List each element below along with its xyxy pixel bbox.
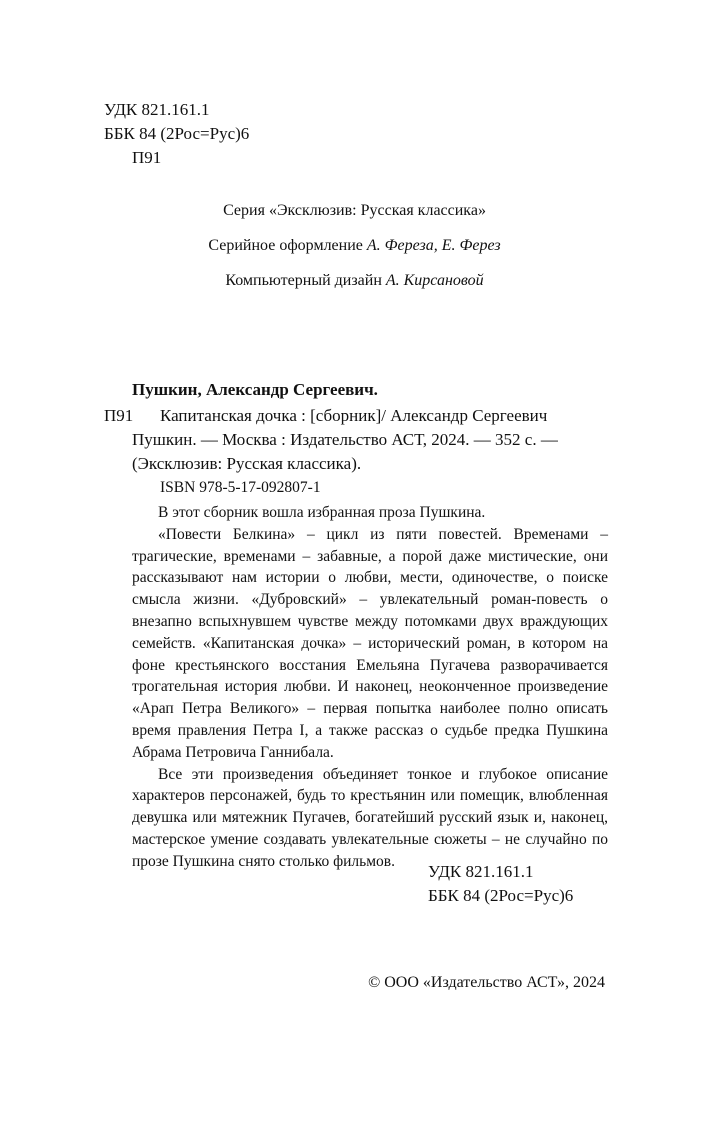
bbk-code-top: ББК 84 (2Рос=Рус)6: [104, 124, 250, 143]
author-mark-top: П91: [132, 148, 162, 167]
catalog-line-1: Капитанская дочка : [сборник]/ Александр Сергеевич: [160, 406, 548, 425]
computer-design-label: Компьютерный дизайн: [225, 272, 382, 289]
annotation-paragraph-2: «Повести Белкина» – цикл из пяти повестей. Временами – трагические, временами – забавные, а порой даже мистические, они рассказывают нам истории о любви, мести, одиночестве, о поиске смысла жизни. «Дубровский» – увлекательный роман-повесть о внезапно вспыхнувшем чувстве между потомками двух враждующих семейств. «Капитанская дочка» – исторический роман, в котором на фоне крестьянского восстания Емельяна Пугачева разворачивается трогательная история любви. И наконец, неоконченное произведение «Арап Петра Великого» – первая попытка наиболее полно описать время правления Петра I, а также рассказ о судьбе предка Пушкина Абрама Петровича Ганнибала.: [132, 525, 608, 761]
copyright: © ООО «Издательство АСТ», 2024: [368, 974, 605, 991]
catalog-author: Пушкин, Александр Сергеевич.: [132, 380, 378, 399]
catalog-line-2: Пушкин. — Москва : Издательство АСТ, 2024. — 352 с. —: [132, 430, 558, 449]
series-line: Серия «Эксклюзив: Русская классика»: [223, 202, 486, 219]
serial-design-line: [0, 237, 709, 255]
catalog-mark: П91: [104, 406, 134, 425]
serial-design-names: А. Фереза, Е. Ферез: [366, 237, 501, 254]
annotation: [132, 502, 608, 873]
annotation-paragraph-1: В этот сборник вошла избранная проза Пушкина.: [158, 504, 486, 521]
udk-code-top: УДК 821.161.1: [104, 100, 210, 119]
serial-design-label: Серийное оформление: [208, 237, 363, 254]
catalog-line-3: (Эксклюзив: Русская классика).: [132, 454, 362, 473]
annotation-paragraph-3: Все эти произведения объединяет тонкое и глубокое описание характеров персонажей, будь то крестьянин или помещик, влюбленная девушка или мятежник Пугачев, богатейший русский язык и, наконец, мастерское умение создавать увлекательные сюжеты – не случайно по прозе Пушкина снято столько фильмов.: [132, 765, 608, 870]
bbk-code-bottom: ББК 84 (2Рос=Рус)6: [428, 886, 574, 905]
computer-design-line: [0, 272, 709, 290]
udk-code-bottom: УДК 821.161.1: [428, 862, 534, 881]
isbn: ISBN 978-5-17-092807-1: [160, 479, 321, 496]
computer-design-name: А. Кирсановой: [385, 272, 484, 289]
